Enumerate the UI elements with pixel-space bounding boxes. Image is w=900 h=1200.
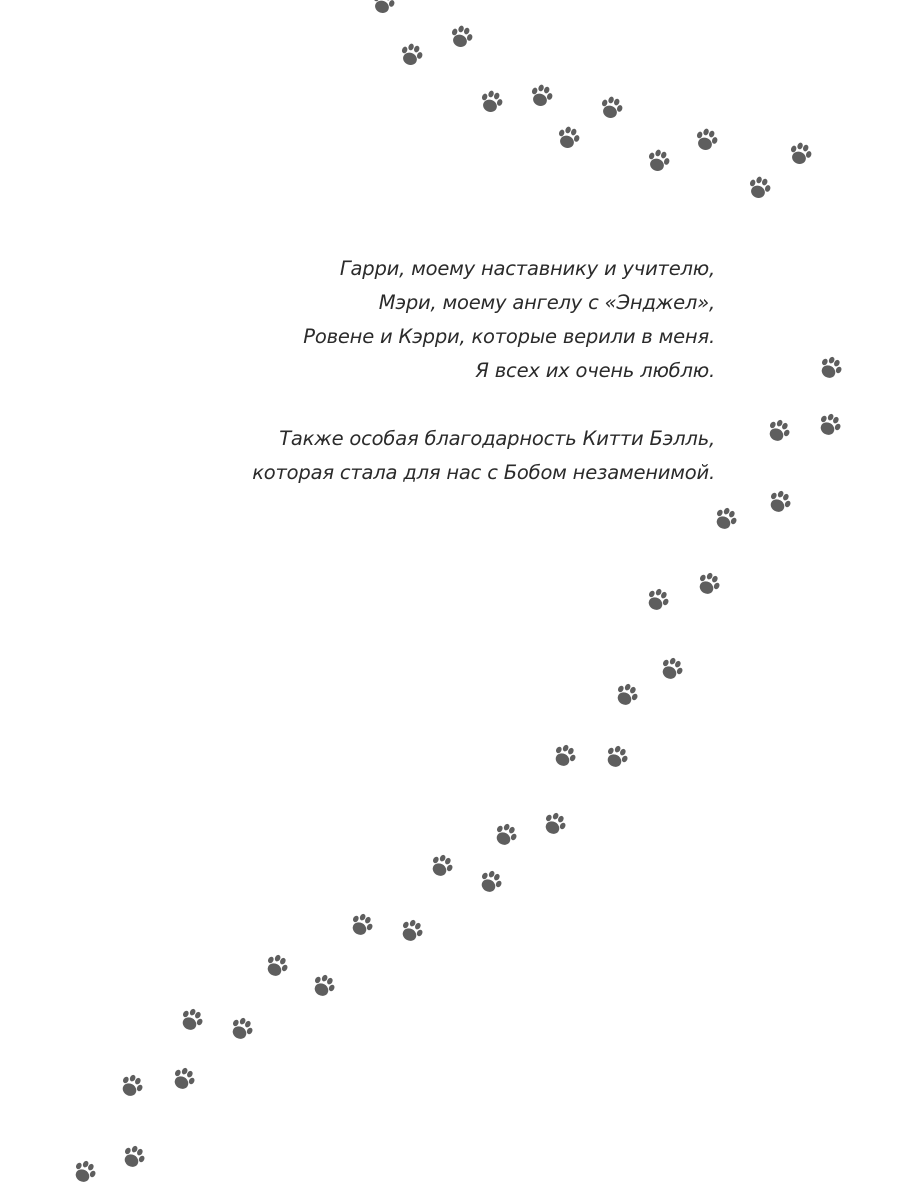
paw-print-icon [693,126,720,153]
paw-print-icon [70,1157,99,1186]
paw-print-icon [555,124,582,151]
paragraph-gap [195,388,715,422]
paw-print-icon [711,504,740,533]
paw-print-icon [398,41,425,68]
paw-print-icon [657,654,686,683]
paw-print-icon [397,916,426,945]
paw-print-icon [612,680,641,709]
paw-print-icon [815,410,844,439]
paw-print-icon [550,741,579,770]
thanks-line-2: которая стала для нас с Бобом незаменимой. [252,461,715,484]
paw-print-icon [117,1071,146,1100]
dedication-line-4: Я всех их очень люблю. [475,359,715,382]
paw-print-icon [787,140,814,167]
paw-print-icon [448,23,475,50]
paw-print-icon [528,82,555,109]
dedication-text [195,252,715,490]
paw-print-icon [540,809,569,838]
paw-print-icon [643,585,672,614]
paw-print-icon [645,147,672,174]
paw-print-icon [370,0,397,16]
paw-print-icon [476,867,505,896]
paw-print-icon [491,820,520,849]
dedication-line-3: Ровене и Кэрри, которые верили в меня. [303,325,715,348]
paw-print-icon [764,416,793,445]
paw-print-icon [598,94,625,121]
paw-print-icon [309,971,338,1000]
paw-print-icon [427,851,456,880]
paw-print-icon [347,910,376,939]
paw-print-icon [262,951,291,980]
paw-print-icon [169,1064,198,1093]
paw-print-icon [478,88,505,115]
dedication-line-1: Гарри, моему наставнику и учителю, [339,257,715,280]
thanks-line-1: Также особая благодарность Китти Бэлль, [279,427,715,450]
paw-print-icon [816,353,845,382]
paw-print-icon [746,174,773,201]
paw-print-icon [177,1005,206,1034]
paw-print-icon [602,742,631,771]
paw-print-icon [227,1014,256,1043]
dedication-line-2: Мэри, моему ангелу с «Энджел», [378,291,715,314]
paw-print-icon [119,1142,148,1171]
paw-print-icon [765,487,794,516]
paw-print-icon [694,569,723,598]
